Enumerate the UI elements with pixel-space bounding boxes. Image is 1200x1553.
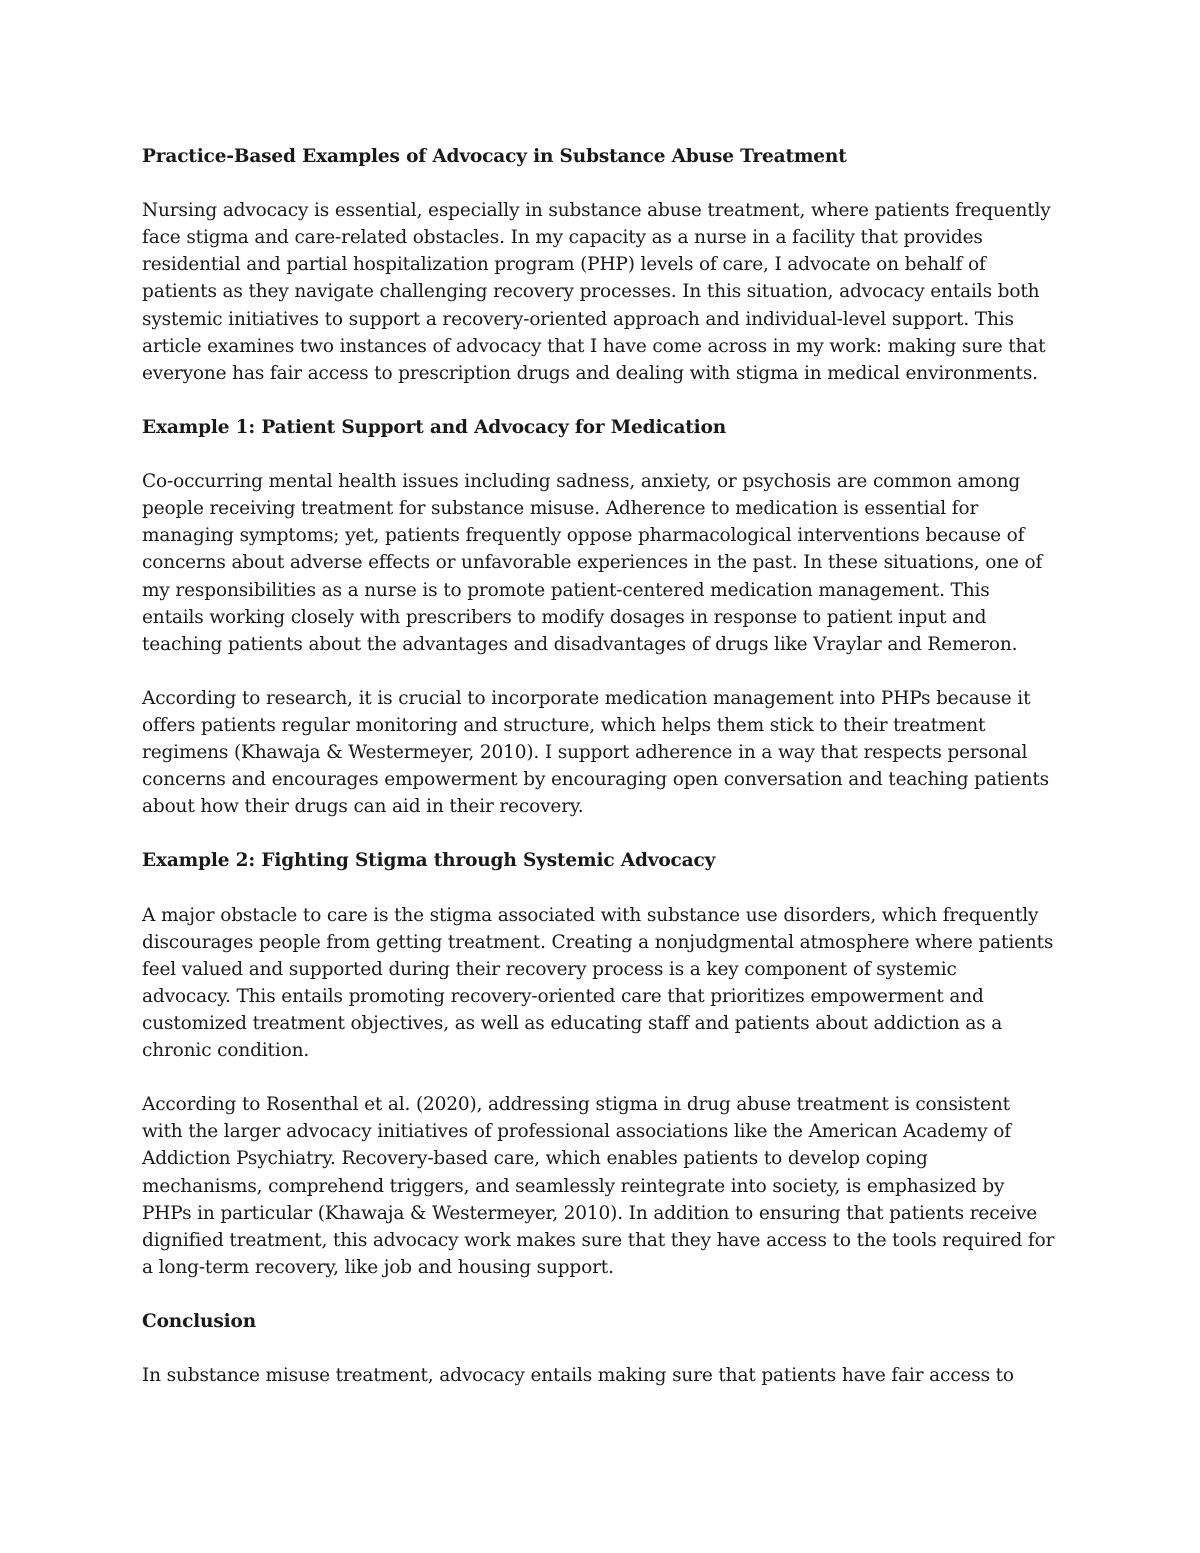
- example2-paragraph-1: [142, 902, 1072, 1065]
- paragraph-line: customized treatment objectives, as well as educating staff and patients about addiction as a: [142, 1013, 1003, 1034]
- conclusion-paragraph: [142, 1362, 1072, 1389]
- paragraph-line: teaching patients about the advantages and disadvantages of drugs like Vraylar and Remeron.: [142, 633, 1018, 655]
- paragraph-line: Addiction Psychiatry. Recovery-based care, which enables patients to develop coping: [142, 1148, 928, 1170]
- paragraph-line: managing symptoms; yet, patients frequently oppose pharmacological interventions because of: [142, 525, 1025, 547]
- document-title-block: [142, 143, 1072, 170]
- example2-heading: Example 2: Fighting Stigma through Systemic Advocacy: [142, 850, 716, 872]
- paragraph-line: A major obstacle to care is the stigma associated with substance use disorders, which frequently: [142, 904, 1039, 926]
- conclusion-heading: Conclusion: [142, 1311, 256, 1333]
- paragraph-line: mechanisms, comprehend triggers, and seamlessly reintegrate into society, is emphasized by: [142, 1175, 1005, 1197]
- paragraph-line: about how their drugs can aid in their recovery.: [142, 796, 584, 818]
- paragraph-line: offers patients regular monitoring and structure, which helps them stick to their treatment: [142, 714, 986, 736]
- conclusion-heading-block: [142, 1308, 1072, 1335]
- paragraph-line: discourages people from getting treatment. Creating a nonjudgmental atmosphere where patients: [142, 931, 1054, 953]
- paragraph-line: concerns about adverse effects or unfavorable experiences in the past. In these situations, one of: [142, 552, 1043, 574]
- paragraph-line: In substance misuse treatment, advocacy entails making sure that patients have fair access to: [142, 1365, 1014, 1387]
- intro-line: systemic initiatives to support a recovery-oriented approach and individual-level support. This: [142, 308, 1014, 330]
- paragraph-line: dignified treatment, this advocacy work makes sure that they have access to the tools required for: [142, 1229, 1055, 1251]
- paragraph-line: concerns and encourages empowerment by encouraging open conversation and teaching patients: [142, 769, 1049, 791]
- paragraph-line: entails working closely with prescribers to modify dosages in response to patient input and: [142, 606, 987, 628]
- intro-line: article examines two instances of advocacy that I have come across in my work: making sure that: [142, 335, 1046, 357]
- intro-line: face stigma and care-related obstacles. In my capacity as a nurse in a facility that provides: [142, 227, 983, 249]
- paragraph-line: According to Rosenthal et al. (2020), addressing stigma in drug abuse treatment is consistent: [142, 1094, 1010, 1116]
- paragraph-line: with the larger advocacy initiatives of professional associations like the American Academy of: [142, 1121, 1011, 1143]
- paragraph-line: my responsibilities as a nurse is to promote patient-centered medication management. This: [142, 579, 990, 601]
- intro-line: everyone has fair access to prescription drugs and dealing with stigma in medical environments.: [142, 362, 1038, 384]
- example2-paragraph-2: [142, 1091, 1072, 1281]
- paragraph-line: feel valued and supported during their recovery process is a key component of systemic: [142, 958, 957, 980]
- intro-paragraph: [142, 197, 1072, 387]
- intro-line: residential and partial hospitalization program (PHP) levels of care, I advocate on behalf of: [142, 254, 986, 276]
- intro-line: Nursing advocacy is essential, especially in substance abuse treatment, where patients frequently: [142, 200, 1051, 222]
- paragraph-line: regimens (Khawaja & Westermeyer, 2010). I support adherence in a way that respects personal: [142, 742, 1028, 764]
- document-body: [142, 143, 1072, 1416]
- paragraph-line: According to research, it is crucial to incorporate medication management into PHPs because it: [142, 687, 1031, 709]
- example1-paragraph-1: [142, 468, 1072, 658]
- paragraph-line: PHPs in particular (Khawaja & Westermeyer, 2010). In addition to ensuring that patients receive: [142, 1202, 1038, 1224]
- paragraph-line: advocacy. This entails promoting recovery-oriented care that prioritizes empowerment and: [142, 985, 984, 1007]
- example1-paragraph-2: [142, 685, 1072, 820]
- example2-heading-block: [142, 847, 1072, 874]
- example1-heading: Example 1: Patient Support and Advocacy for Medication: [142, 416, 727, 438]
- intro-line: patients as they navigate challenging recovery processes. In this situation, advocacy entails both: [142, 281, 1040, 303]
- example1-heading-block: [142, 414, 1072, 441]
- paragraph-line: people receiving treatment for substance misuse. Adherence to medication is essential for: [142, 498, 979, 520]
- paragraph-line: chronic condition.: [142, 1040, 310, 1062]
- paragraph-line: a long-term recovery, like job and housing support.: [142, 1256, 614, 1278]
- paragraph-line: Co-occurring mental health issues including sadness, anxiety, or psychosis are common among: [142, 471, 1021, 493]
- document-title: Practice-Based Examples of Advocacy in Substance Abuse Treatment: [142, 146, 847, 167]
